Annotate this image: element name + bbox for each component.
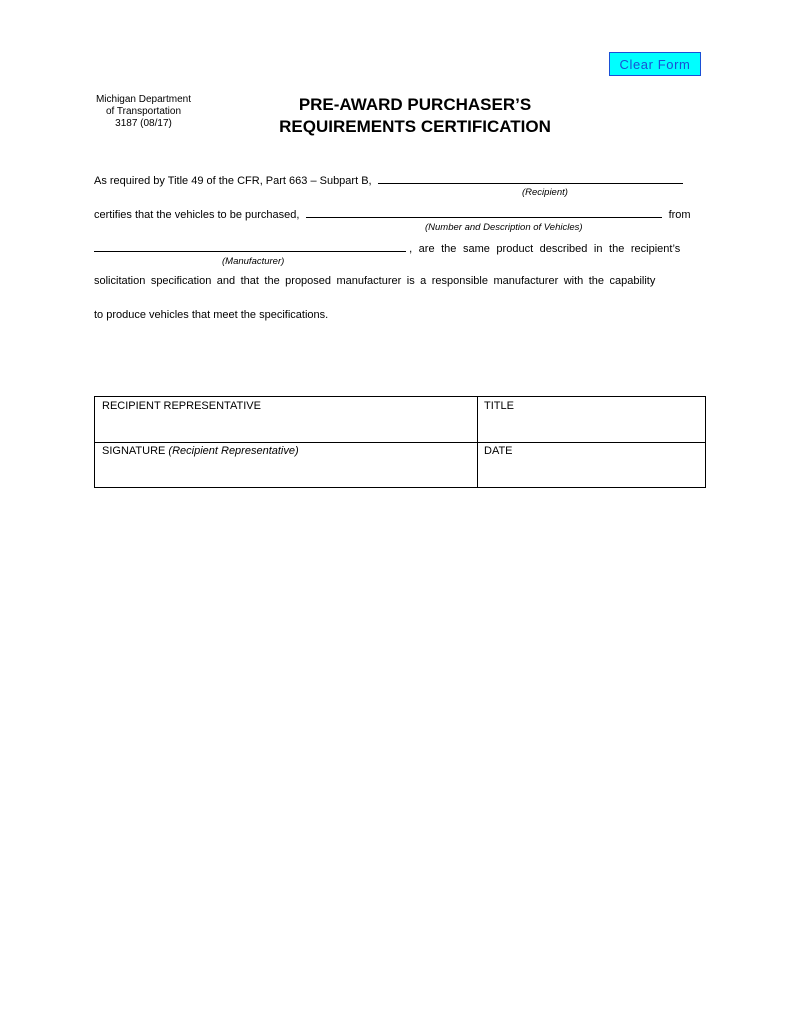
certification-line-4: solicitation specification and that the proposed manufacturer is a responsible manufacturer with the capability: [94, 275, 656, 287]
certification-line-3: [94, 241, 706, 255]
vehicles-field[interactable]: [306, 207, 662, 218]
line3-text: , are the same product described in the recipient’s: [409, 243, 681, 255]
agency-name-line2: of Transportation: [105, 106, 182, 117]
certification-line-2: [94, 207, 706, 221]
form-number: 3187 (08/17): [115, 118, 172, 129]
title-line-1: PRE-AWARD PURCHASER’S: [298, 95, 532, 114]
vehicles-caption: (Number and Description of Vehicles): [425, 222, 583, 233]
recipient-field[interactable]: [378, 173, 683, 184]
clear-form-button[interactable]: Clear Form: [609, 52, 701, 76]
date-field[interactable]: [481, 460, 701, 484]
date-label: DATE: [484, 445, 513, 457]
recipient-caption: (Recipient): [522, 187, 568, 198]
agency-block: [80, 94, 207, 130]
certification-line-1: [94, 173, 706, 187]
signature-field[interactable]: [99, 460, 471, 484]
line2-text: certifies that the vehicles to be purchased,: [94, 209, 300, 221]
title-label: TITLE: [484, 400, 514, 412]
line2-suffix: from: [668, 209, 691, 221]
manufacturer-caption: (Manufacturer): [222, 256, 285, 267]
title-field[interactable]: [481, 415, 701, 439]
agency-name: Michigan Department: [95, 94, 192, 105]
title-line-2: REQUIREMENTS CERTIFICATION: [279, 117, 551, 136]
recipient-representative-label: RECIPIENT REPRESENTATIVE: [102, 400, 261, 412]
certification-line-5: to produce vehicles that meet the specifications.: [94, 309, 329, 321]
page-title: [230, 94, 600, 138]
line1-text: As required by Title 49 of the CFR, Part 663 – Subpart B,: [94, 175, 372, 187]
signature-label: SIGNATURE: [102, 445, 166, 457]
recipient-representative-field[interactable]: [99, 415, 471, 439]
signature-label-cell: [95, 442, 306, 460]
signature-note: (Recipient Representative): [168, 445, 299, 457]
signature-table: [94, 396, 706, 488]
manufacturer-field[interactable]: [94, 241, 406, 252]
